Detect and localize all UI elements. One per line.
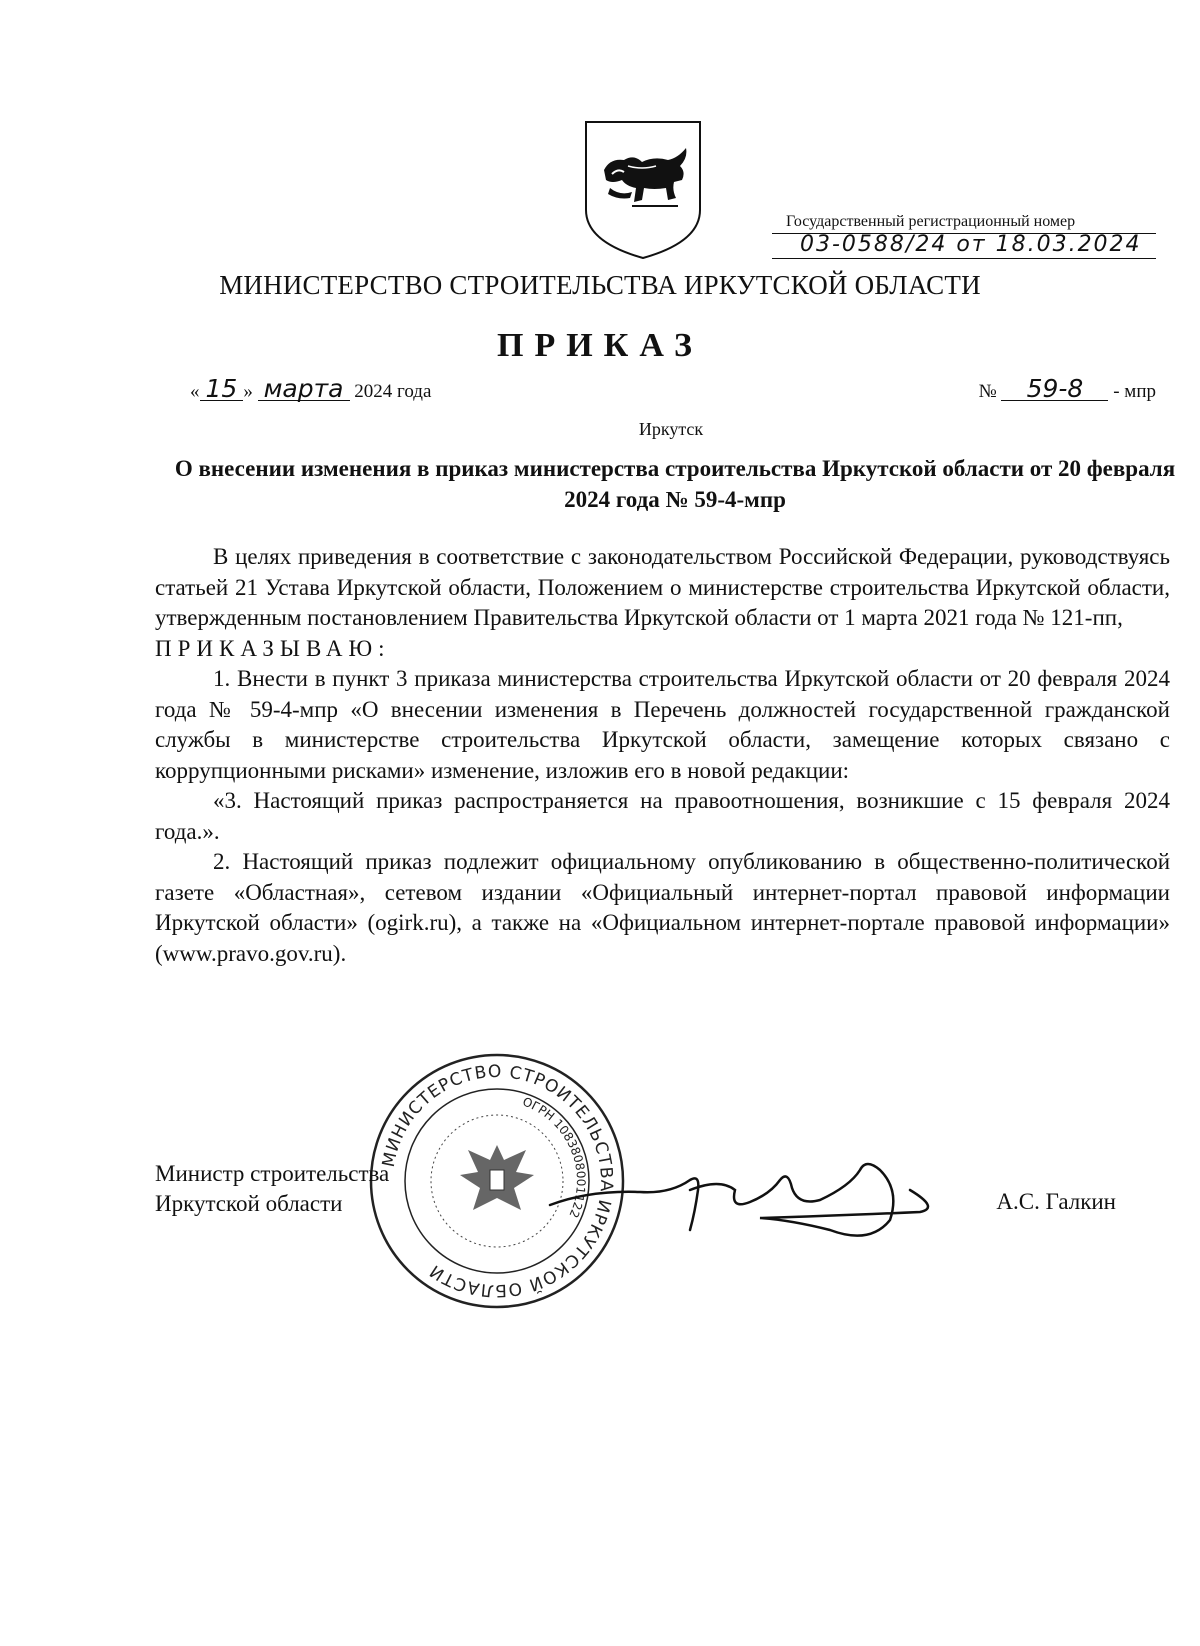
date-close-quote: » (243, 381, 253, 402)
order-body (155, 542, 1170, 969)
item-1: 1. Внести в пункт 3 приказа министерства строительства Иркутской области от 20 февраля 2024 года № 59-4-мпр «О внесении изменения в Перечень должностей государственной гражданской службы в министерстве строительства Иркутской области, замещение которых связано с коррупционными рисками» изменение, изложив его в новой редакции: (155, 666, 1170, 783)
order-word: ПРИКАЗЫВАЮ: (155, 635, 391, 661)
signatory-title-line1: Министр строительства (155, 1161, 390, 1186)
number-suffix: - мпр (1113, 381, 1156, 402)
irkutsk-coat-of-arms-icon (582, 118, 704, 260)
signatory-title (155, 1159, 389, 1219)
city: Иркутск (638, 419, 704, 439)
signatory-title-line2: Иркутской области (155, 1191, 343, 1216)
registration-value-underline (772, 258, 1156, 259)
item-2: 2. Настоящий приказ подлежит официальному опубликованию в общественно-политической газете «Областная», сетевом издании «Официальный интернет-портал правовой информации Иркутской области» (ogirk.ru), а также на «Официальном интернет-портале правовой информации» (www.pravo.gov.ru). (155, 849, 1170, 966)
handwritten-signature (530, 1150, 950, 1260)
date-month: марта (258, 378, 350, 401)
registration-value: 03-0588/24 от 18.03.2024 (800, 232, 1142, 257)
order-number (978, 374, 1156, 403)
svg-text:МИНИСТЕРСТВО СТРОИТЕЛЬСТВА ИРК: МИНИСТЕРСТВО СТРОИТЕЛЬСТВА ИРКУТСКОЙ ОБЛАСТИ (378, 1061, 617, 1301)
ministry-name: МИНИСТЕРСТВО СТРОИТЕЛЬСТВА ИРКУТСКОЙ ОБЛАСТИ (219, 270, 981, 300)
registration-label: Государственный регистрационный номер (786, 213, 1076, 230)
number-sign: № (978, 381, 997, 402)
preamble: В целях приведения в соответствие с законодательством Российской Федерации, руководствуясь статьей 21 Устава Иркутской области, Положением о министерстве строительства Иркутской области, утвержденным постановлением Правительства Иркутской области от 1 марта 2021 года № 121-пп, (155, 544, 1170, 630)
date-year: 2024 года (354, 381, 432, 402)
date-open-quote: « (190, 381, 200, 402)
signatory-name: А.С. Галкин (996, 1189, 1116, 1214)
item-1-quote: «3. Настоящий приказ распространяется на правоотношения, возникшие с 15 февраля 2024 года.». (155, 788, 1170, 844)
svg-text:ОГРН 1083808001122: ОГРН 1083808001122 (520, 1094, 589, 1221)
order-date (190, 374, 432, 403)
document-type: ПРИКАЗ (497, 327, 703, 364)
number-value: 59-8 (1001, 378, 1108, 401)
date-day: 15 (200, 378, 244, 401)
order-subject: О внесении изменения в приказ министерства строительства Иркутской области от 20 февраля 2024 года № 59-4-мпр (174, 456, 1176, 512)
